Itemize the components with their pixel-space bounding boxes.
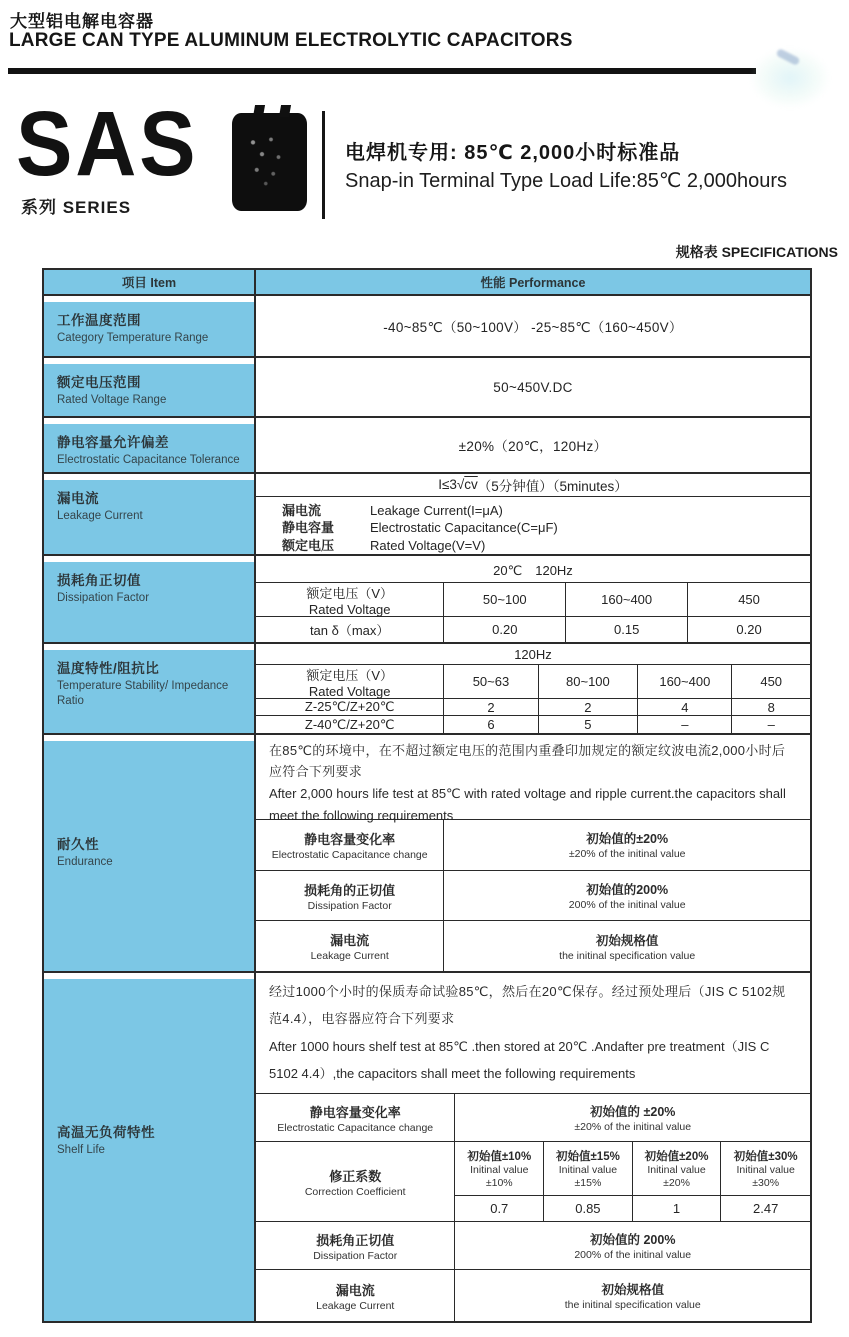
correction-headers <box>455 1142 810 1195</box>
row-dissipation-factor <box>44 554 810 642</box>
sub-label <box>256 921 444 971</box>
perf-shelf-life <box>256 973 810 1321</box>
tagline-cn: 电焊机专用: 85℃ 2,000小时标准品 <box>345 142 681 164</box>
sub-value-cn: 初始值的±20% <box>586 832 669 847</box>
label-cn: 漏电流 <box>57 491 99 506</box>
z40-value: 6 <box>444 716 538 733</box>
row-shelf-life <box>44 971 810 1321</box>
label-cn: 工作温度范围 <box>57 313 141 328</box>
label-en: Electrostatic Capacitance Tolerance <box>57 454 240 466</box>
rated-voltage-en: Rated Voltage <box>308 601 391 617</box>
correction-head-cn: 初始值±30% <box>733 1150 798 1163</box>
endurance-description <box>256 735 810 823</box>
sub-label-en: Electrostatic Capacitance change <box>271 848 428 861</box>
row-capacitance-tolerance <box>44 416 810 472</box>
label-en: Temperature Stability/ Impedance Ratio <box>57 680 229 707</box>
subtable-header-cell: 80~100 <box>539 665 639 699</box>
z25-value: 8 <box>732 699 810 716</box>
sub-label-en: Correction Coefficient <box>304 1185 406 1198</box>
formula-suffix: （5分钟值）（5minutes） <box>477 478 628 494</box>
z40-value: 5 <box>539 716 639 733</box>
page-title-cn: 大型铝电解电容器 <box>10 12 154 31</box>
test-condition: 120Hz <box>514 646 552 662</box>
endurance-capacitance-change <box>256 819 810 870</box>
dissipation-subtable <box>256 582 810 642</box>
row-leakage-current <box>44 472 810 554</box>
specifications-caption: 规格表 SPECIFICATIONS <box>675 244 838 260</box>
sub-label-en: Electrostatic Capacitance change <box>277 1121 434 1134</box>
sub-label-en: Dissipation Factor <box>313 1249 398 1262</box>
z40-value: – <box>767 717 775 732</box>
specifications-table <box>42 268 812 1323</box>
correction-value: 0.7 <box>455 1196 544 1221</box>
correction-header-cell <box>455 1142 544 1195</box>
sub-label-en: Leakage Current <box>316 1299 395 1312</box>
correction-header-cell <box>721 1142 810 1195</box>
page-title-en: LARGE CAN TYPE ALUMINUM ELECTROLYTIC CAPACITORS <box>9 30 573 51</box>
tagline-en: Snap-in Terminal Type Load Life:85℃ 2,000hours <box>345 170 788 192</box>
vertical-divider <box>322 111 325 219</box>
def-cn: 静电容量 <box>282 520 335 535</box>
correction-grid <box>455 1142 810 1221</box>
subtable-header-cell: 160~400 <box>638 665 732 699</box>
label-en: Endurance <box>57 856 113 868</box>
item-label-temperature-range <box>44 296 256 356</box>
sub-label <box>256 871 444 921</box>
description-cn: 在85℃的环境中，在不超过额定电压的范围内重叠印加规定的额定纹波电流2,000小时后应符合下列要求 <box>269 743 786 779</box>
sub-value-en: 200% of the initinal value <box>574 1249 692 1261</box>
perf-temperature-stability <box>256 644 810 733</box>
col-header-performance: 性能 Performance <box>256 270 810 294</box>
description-en: After 2,000 hours life test at 85℃ with rated voltage and ripple current.the capacitors shall meet the following requirements <box>269 786 786 823</box>
shelf-dissipation-factor <box>256 1221 810 1269</box>
label-cn: 损耗角正切值 <box>57 573 141 588</box>
sub-label-cn: 漏电流 <box>335 1282 375 1298</box>
capacitor-body <box>232 113 307 211</box>
capacitor-can-icon <box>232 105 307 211</box>
row-voltage-range <box>44 356 810 416</box>
def-cn: 额定电压 <box>282 537 335 553</box>
correction-value: 0.85 <box>544 1196 633 1221</box>
z25-value: 2 <box>444 699 538 716</box>
sub-value <box>444 820 810 870</box>
subtable-header-cell: 160~400 <box>566 583 688 617</box>
temperature-range-value: -40~85℃（50~100V） -25~85℃（160~450V） <box>383 320 683 335</box>
sub-label-en: Dissipation Factor <box>307 899 392 912</box>
row-temperature-stability <box>44 642 810 733</box>
label-cn: 高温无负荷特性 <box>57 1125 155 1140</box>
correction-values <box>455 1195 810 1221</box>
sub-label <box>256 1142 455 1221</box>
sub-label <box>256 1222 455 1269</box>
header-rule <box>8 68 756 74</box>
def-en: Rated Voltage(V=V) <box>370 537 486 553</box>
label-cn: 静电容量允许偏差 <box>57 435 169 450</box>
sub-value-en: the initinal specification value <box>564 1299 701 1311</box>
rated-voltage-cn: 额定电压（V） <box>306 585 394 601</box>
col-header-item: 项目 Item <box>44 270 256 294</box>
item-label-dissipation-factor <box>44 556 256 642</box>
subtable-header-cell <box>256 583 444 617</box>
subtable-header-cell: 450 <box>688 583 810 617</box>
correction-value: 2.47 <box>753 1201 779 1216</box>
sub-value-cn: 初始规格值 <box>595 933 659 948</box>
sub-label-cn: 损耗角正切值 <box>316 1232 395 1248</box>
sub-label-cn: 静电容量变化率 <box>309 1104 401 1120</box>
sub-value <box>444 921 810 971</box>
def-en: Leakage Current(I=μA) <box>370 502 503 518</box>
leakage-definitions <box>256 497 810 555</box>
perf-voltage-range <box>256 358 810 416</box>
item-label-endurance <box>44 735 256 971</box>
sub-value-en: ±20% of the initinal value <box>574 1121 692 1133</box>
sub-value-cn: 初始规格值 <box>601 1283 664 1297</box>
item-label-shelf-life <box>44 973 256 1321</box>
correction-head-cn: 初始值±10% <box>467 1150 532 1163</box>
endurance-leakage-current <box>256 920 810 971</box>
test-condition: 20℃ 120Hz <box>493 562 573 578</box>
correction-head-cn: 初始值±15% <box>555 1150 620 1163</box>
sub-value-en: the initinal specification value <box>559 949 696 962</box>
subtable-header-cell: 50~100 <box>444 583 566 617</box>
item-label-voltage-range <box>44 358 256 416</box>
sub-label-cn: 漏电流 <box>330 933 370 949</box>
row-endurance <box>44 733 810 971</box>
sub-value-en: ±20% of the initinal value <box>568 848 686 861</box>
rated-voltage-cn: 额定电压（V） <box>306 667 394 683</box>
tan-delta-value: 0.15 <box>566 617 688 642</box>
subtable-header-cell <box>256 665 444 699</box>
sub-value <box>444 871 810 921</box>
sub-label <box>256 1270 455 1321</box>
label-cn: 耐久性 <box>57 837 99 852</box>
table-header-row <box>44 270 810 294</box>
label-en: Dissipation Factor <box>57 592 150 604</box>
label-en: Leakage Current <box>57 510 143 522</box>
label-en: Shelf Life <box>57 1144 105 1156</box>
definition-line <box>282 537 810 555</box>
description-en: After 1000 hours shelf test at 85℃ .then stored at 20℃ .Andafter pre treatment（JIS C 5102 4.4）,the capacitors shall meet the following requirements <box>269 1039 770 1081</box>
shelf-capacitance-change <box>256 1093 810 1141</box>
def-cn: 漏电流 <box>282 502 322 518</box>
sub-label <box>256 820 444 870</box>
correction-head-cn: 初始值±20% <box>644 1150 709 1163</box>
item-label-leakage-current <box>44 474 256 554</box>
label-cn: 额定电压范围 <box>57 375 141 390</box>
sub-value-en: 200% of the initinal value <box>568 899 686 911</box>
description-cn: 经过1000个小时的保质寿命试验85℃，然后在20℃保存。经过预处理后（JIS C 5102规范4.4），电容器应符合下列要求 <box>269 984 786 1026</box>
label-cn: 温度特性/阻抗比 <box>57 661 160 676</box>
definition-line <box>282 502 810 520</box>
tan-delta-value: 0.20 <box>736 622 762 638</box>
sub-label-en: Leakage Current <box>310 950 389 963</box>
rated-voltage-en: Rated Voltage <box>308 683 391 699</box>
tan-delta-label: tan δ（max） <box>256 617 444 642</box>
formula-prefix: I≤3√ <box>438 477 465 493</box>
perf-temperature-range <box>256 296 810 356</box>
perf-capacitance-tolerance <box>256 418 810 472</box>
label-en: Rated Voltage Range <box>57 394 167 406</box>
sub-label-cn: 损耗角的正切值 <box>304 882 396 898</box>
sub-value-cn: 初始值的 200% <box>589 1233 676 1247</box>
z40-value: – <box>638 716 732 733</box>
subtable-header-cell: 450 <box>732 665 810 699</box>
series-name: SAS <box>16 93 199 195</box>
leakage-formula <box>256 474 810 497</box>
def-en: Electrostatic Capacitance(C=μF) <box>370 520 558 535</box>
item-label-temperature-stability <box>44 644 256 733</box>
shelf-life-description <box>256 973 810 1093</box>
correction-value: 1 <box>633 1196 722 1221</box>
sub-value-cn: 初始值的200% <box>586 883 669 897</box>
sub-value <box>455 1222 810 1269</box>
definition-line <box>282 519 810 537</box>
row-temperature-range <box>44 294 810 356</box>
z25-value: 4 <box>638 699 732 716</box>
sub-label-cn: 静电容量变化率 <box>304 831 396 847</box>
subtable-header-cell: 50~63 <box>444 665 538 699</box>
endurance-dissipation-factor <box>256 870 810 921</box>
sub-value <box>455 1094 810 1141</box>
item-label-capacitance-tolerance <box>44 418 256 472</box>
z25-value: 2 <box>539 699 639 716</box>
correction-head-en: Initinal value ±30% <box>736 1163 795 1189</box>
formula-radicand: cv <box>464 477 478 493</box>
correction-head-en: Initinal value ±15% <box>558 1163 618 1189</box>
correction-header-cell <box>633 1142 722 1195</box>
capacitance-tolerance-value: ±20%（20℃，120Hz） <box>458 439 608 454</box>
shelf-correction-coefficient <box>256 1141 810 1221</box>
tan-delta-value: 0.20 <box>444 617 566 642</box>
sub-label <box>256 1094 455 1141</box>
perf-dissipation-factor <box>256 556 810 642</box>
perf-leakage-current <box>256 474 810 554</box>
impedance-subtable <box>256 664 810 733</box>
label-en: Category Temperature Range <box>57 332 209 344</box>
correction-head-en: Initinal value ±10% <box>470 1163 529 1189</box>
sub-value <box>455 1270 810 1321</box>
z40-label: Z-40℃/Z+20℃ <box>256 716 444 733</box>
series-label: 系列 SERIES <box>21 198 132 217</box>
correction-head-en: Initinal value ±20% <box>647 1163 706 1189</box>
z25-label: Z-25℃/Z+20℃ <box>256 699 444 716</box>
voltage-range-value: 50~450V.DC <box>493 379 573 395</box>
correction-header-cell <box>544 1142 633 1195</box>
perf-endurance <box>256 735 810 971</box>
sub-value-cn: 初始值的 ±20% <box>590 1105 676 1119</box>
shelf-leakage-current <box>256 1269 810 1321</box>
sub-label-cn: 修正系数 <box>329 1168 382 1184</box>
